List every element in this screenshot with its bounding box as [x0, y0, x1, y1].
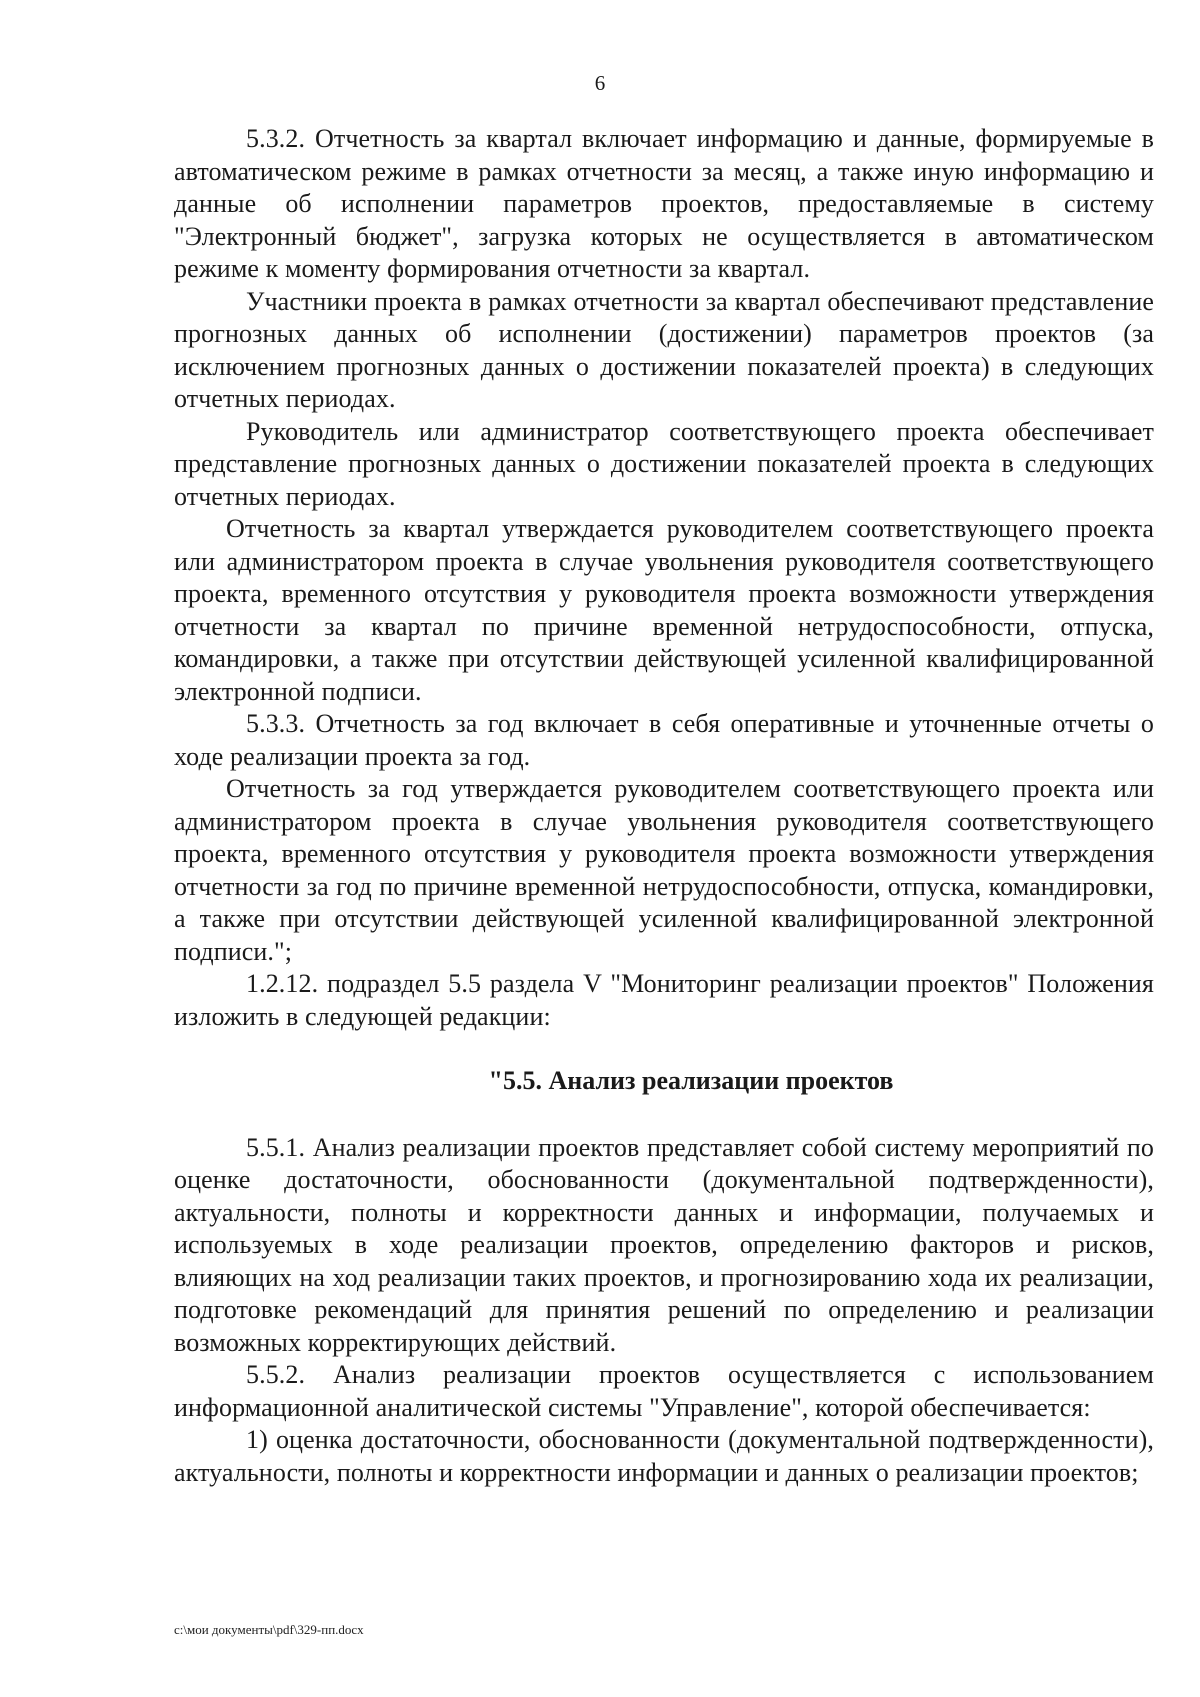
paragraph-5-5-2: 5.5.2. Анализ реализации проектов осуществляется с использованием информационной аналитической системы "Управление", которой обеспечивается: [174, 1360, 1154, 1422]
paragraph-participants-forecast: Участники проекта в рамках отчетности за квартал обеспечивают представление прогнозных данных об исполнении (достижении) параметров проектов (за исключением прогнозных данных о достижении показателей проекта) в следующих отчетных периодах. [174, 286, 1154, 413]
paragraph-manager-forecast: Руководитель или администратор соответствующего проекта обеспечивает представление прогнозных данных о достижении показателей проекта в следующих отчетных периодах. [174, 416, 1154, 511]
page-number: 6 [594, 71, 606, 95]
paragraph-1-2-12: 1.2.12. подраздел 5.5 раздела V "Мониторинг реализации проектов" Положения изложить в следующей редакции: [174, 969, 1154, 1031]
section-title-5-5: "5.5. Анализ реализации проектов [488, 1066, 894, 1095]
paragraph-5-3-2: 5.3.2. Отчетность за квартал включает информацию и данные, формируемые в автоматическом режиме в рамках отчетности за месяц, а также иную информацию и данные об исполнении параметров проектов, предоставляемые в систему "Электронный бюджет", загрузка которых не осуществляется в автоматическом режиме к моменту формирования отчетности за квартал. [174, 124, 1154, 283]
paragraph-5-3-3: 5.3.3. Отчетность за год включает в себя оперативные и уточненные отчеты о ходе реализации проекта за год. [174, 709, 1154, 771]
paragraph-list-item-1: 1) оценка достаточности, обоснованности (документальной подтвержденности), актуальности, полноты и корректности информации и данных о реализации проектов; [174, 1425, 1154, 1487]
paragraph-year-approval: Отчетность за год утверждается руководителем соответствующего проекта или администратором проекта в случае увольнения руководителя соответствующего проекта, временного отсутствия у руководителя проекта возможности утверждения отчетности за год по причине временной нетрудоспособности, отпуска, командировки, а также при отсутствии действующей усиленной квалифицированной электронной подписи."; [174, 774, 1154, 966]
paragraph-5-5-1: 5.5.1. Анализ реализации проектов представляет собой систему мероприятий по оценке достаточности, обоснованности (документальной подтвержденности), актуальности, полноты и корректности данных и информации, получаемых и используемых в ходе реализации проектов, определению факторов и рисков, влияющих на ход реализации таких проектов, и прогнозированию хода их реализации, подготовке рекомендаций для принятия решений по определению и реализации возможных корректирующих действий. [174, 1132, 1154, 1357]
document-body [174, 123, 1154, 1489]
paragraph-quarter-approval: Отчетность за квартал утверждается руководителем соответствующего проекта или администратором проекта в случае увольнения руководителя соответствующего проекта, временного отсутствия у руководителя проекта возможности утверждения отчетности за квартал по причине временной нетрудоспособности, отпуска, командировки, а также при отсутствии действующей усиленной квалифицированной электронной подписи. [174, 514, 1154, 706]
footer-file-path: c:\мои документы\pdf\329-пп.docx [174, 1622, 364, 1637]
